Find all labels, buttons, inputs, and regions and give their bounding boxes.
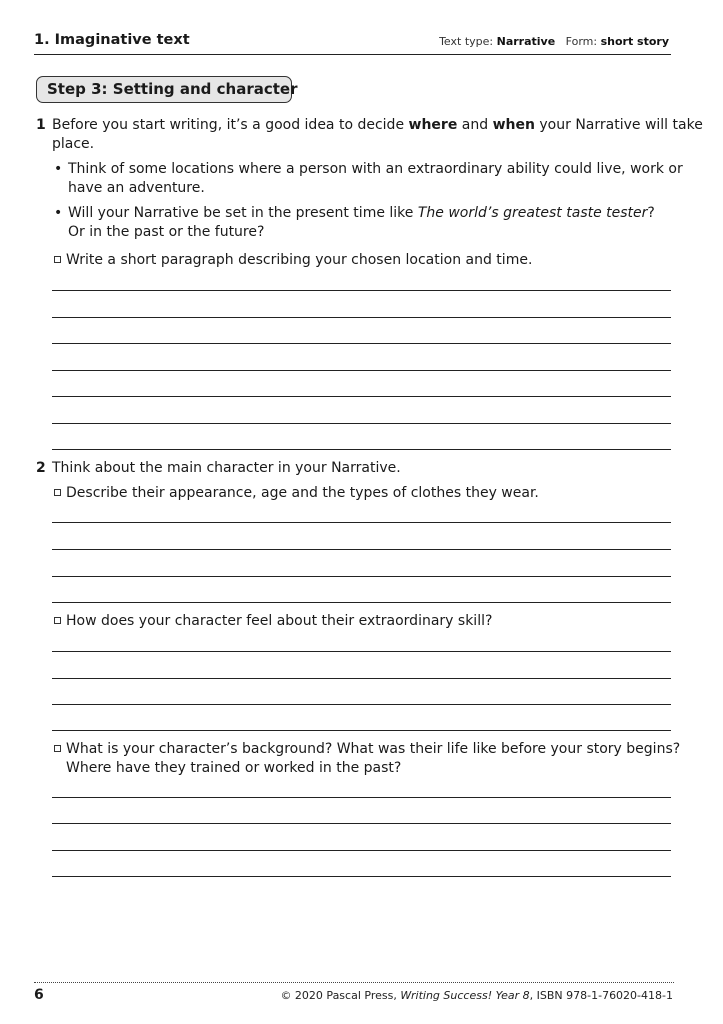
section-title: 1. Imaginative text <box>34 32 190 48</box>
page-number: 6 <box>34 987 44 1003</box>
intro-text-b: and <box>457 117 493 133</box>
checkbox-square-icon <box>54 489 61 496</box>
book-title: Writing Success! Year 8 <box>400 989 530 1002</box>
copyright-text-a: © 2020 Pascal Press, <box>280 989 401 1002</box>
text-type-value: Narrative <box>496 35 556 48</box>
bullet-icon: • <box>54 161 63 177</box>
question-2-intro: Think about the main character in your Narrative. <box>52 460 401 476</box>
writing-line[interactable] <box>52 449 671 450</box>
footer-divider <box>34 982 674 983</box>
text-type-label: Text type: <box>439 35 494 48</box>
bullet-2-text-b: ? <box>647 205 655 221</box>
writing-line[interactable] <box>52 317 671 318</box>
bullet-icon: • <box>54 205 63 221</box>
writing-line[interactable] <box>52 850 671 851</box>
question-2-task-3-line2: Where have they trained or worked in the past? <box>66 760 402 776</box>
writing-line[interactable] <box>52 576 671 577</box>
writing-line[interactable] <box>52 602 671 603</box>
question-1-intro <box>52 116 703 135</box>
bullet-1-line1: Think of some locations where a person with an extraordinary ability could live, work or <box>68 161 683 177</box>
step-heading: Step 3: Setting and character <box>36 76 292 103</box>
bullet-1-line2: have an adventure. <box>68 180 205 196</box>
writing-line[interactable] <box>52 396 671 397</box>
form-label: Form: <box>565 35 598 48</box>
bullet-2-line2: Or in the past or the future? <box>68 224 265 240</box>
form-value: short story <box>600 35 669 48</box>
text-type-info <box>439 35 669 48</box>
question-1-number: 1 <box>36 117 46 133</box>
checkbox-square-icon <box>54 256 61 263</box>
question-2-task-1: Describe their appearance, age and the types of clothes they wear. <box>66 485 539 501</box>
writing-line[interactable] <box>52 343 671 344</box>
checkbox-square-icon <box>54 745 61 752</box>
writing-line[interactable] <box>52 797 671 798</box>
writing-line[interactable] <box>52 522 671 523</box>
writing-line[interactable] <box>52 423 671 424</box>
writing-line[interactable] <box>52 549 671 550</box>
question-1-task: Write a short paragraph describing your chosen location and time. <box>66 252 533 268</box>
question-2-task-2: How does your character feel about their extraordinary skill? <box>66 613 493 629</box>
story-title: The world’s greatest taste tester <box>417 205 648 221</box>
writing-line[interactable] <box>52 876 671 877</box>
intro-when: when <box>492 117 535 133</box>
intro-where: where <box>408 117 458 133</box>
copyright-notice <box>280 989 673 1002</box>
intro-text-a: Before you start writing, it’s a good idea to decide <box>52 117 409 133</box>
intro-text-c: your Narrative will take <box>534 117 703 133</box>
checkbox-square-icon <box>54 617 61 624</box>
question-2-number: 2 <box>36 460 46 476</box>
writing-line[interactable] <box>52 704 671 705</box>
bullet-2-line1 <box>68 204 655 223</box>
question-1-intro-line2: place. <box>52 136 95 152</box>
writing-line[interactable] <box>52 290 671 291</box>
writing-line[interactable] <box>52 370 671 371</box>
question-2-task-3-line1: What is your character’s background? What was their life like before your story begins? <box>66 741 681 757</box>
writing-line[interactable] <box>52 651 671 652</box>
writing-line[interactable] <box>52 730 671 731</box>
copyright-text-b: , ISBN 978-1-76020-418-1 <box>529 989 673 1002</box>
bullet-2-text-a: Will your Narrative be set in the present time like <box>68 205 418 221</box>
writing-line[interactable] <box>52 678 671 679</box>
page-header <box>34 32 671 55</box>
writing-line[interactable] <box>52 823 671 824</box>
